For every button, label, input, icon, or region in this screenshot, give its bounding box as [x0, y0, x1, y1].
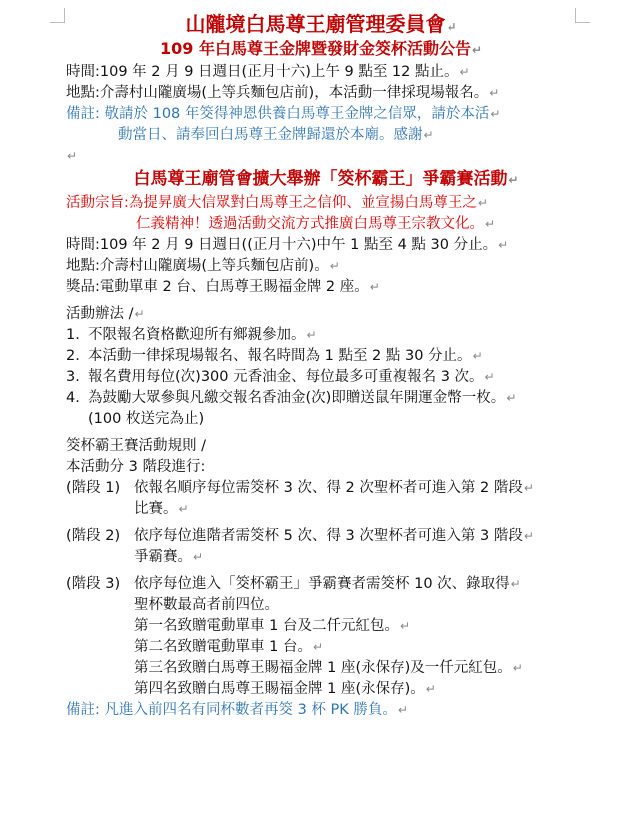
- pilcrow-mark: ↵: [472, 349, 483, 363]
- award-2: [66, 637, 576, 658]
- method-item-2: [66, 346, 576, 367]
- event1-subtitle: [66, 38, 576, 62]
- event1-note-line1: 備註: 敬請於 108 年筊得神恩供養白馬尊王金牌之信眾，請於本活: [66, 106, 490, 122]
- stage-text-cont: 聖杯數最高者前四位。: [134, 597, 279, 613]
- purpose-line1: [66, 193, 576, 214]
- award-3: [66, 658, 576, 679]
- pilcrow-mark: ↵: [484, 370, 495, 384]
- pilcrow-mark: ↵: [329, 259, 340, 273]
- pilcrow-mark: ↵: [512, 661, 523, 675]
- stage-label: (階段 3): [66, 576, 121, 592]
- event1-note-line2: 動當日、請奉回白馬尊王金牌歸還於本廟。感謝: [118, 127, 423, 143]
- subtitle-text: 109 年白馬尊王金牌暨發財金筊杯活動公告: [159, 39, 471, 58]
- pilcrow-mark: ↵: [446, 20, 457, 34]
- method-item-1: [66, 325, 576, 346]
- pilcrow-mark: ↵: [471, 43, 483, 57]
- pilcrow-mark: ↵: [399, 619, 411, 633]
- event2-prize: [66, 277, 576, 298]
- pilcrow-mark: ↵: [134, 307, 145, 321]
- stage-1-cont: [66, 499, 576, 520]
- list-number: 2.: [66, 348, 80, 364]
- event2-prize-text: 獎品:電動單車 2 台、白馬尊王賜福金牌 2 座。: [66, 279, 369, 295]
- pilcrow-mark: ↵: [510, 577, 521, 591]
- list-number: 4.: [66, 390, 80, 406]
- rules-heading-text: 筊杯霸王賽活動規則 /: [66, 438, 206, 454]
- event2-place-text: 地點:介壽村山隴廣場(上等兵麵包店前)。: [66, 258, 329, 274]
- award-text: 第四名致贈白馬尊王賜福金牌 1 座(永保存)。: [134, 681, 425, 697]
- method-item-3: [66, 367, 576, 388]
- purpose-line2: [66, 214, 576, 235]
- stage-text-cont: 比賽。: [134, 501, 178, 517]
- pilcrow-mark: ↵: [178, 502, 189, 516]
- pilcrow-mark: ↵: [523, 481, 534, 495]
- pilcrow-mark: ↵: [425, 682, 436, 696]
- event1-place: [66, 83, 576, 104]
- purpose-text-2: 仁義精神！透過活動交流方式推廣白馬尊王宗教文化。: [136, 216, 484, 232]
- final-note-text: 備註: 凡進入前四名有同杯數者再筊 3 杯 PK 勝負。: [66, 702, 397, 718]
- pilcrow-mark: ↵: [369, 280, 380, 294]
- pilcrow-mark: ↵: [477, 196, 488, 210]
- stages-intro: [66, 457, 576, 478]
- list-item-text: 本活動一律採現場報名、報名時間為 1 點至 2 點 30 分止。: [88, 348, 472, 364]
- event1-time-text: 時間:109 年 2 月 9 日週日(正月十六)上午 9 點至 12 點止。: [66, 64, 459, 80]
- pilcrow-mark: ↵: [498, 238, 509, 252]
- final-note: [66, 700, 576, 721]
- page-corner-mark-left: [50, 8, 65, 23]
- stage-1: [66, 478, 576, 499]
- pilcrow-mark: ↵: [306, 328, 317, 342]
- list-item-cont-text: (100 枚送完為止): [88, 411, 205, 427]
- stages-intro-text: 本活動分 3 階段進行:: [66, 459, 206, 475]
- event2-title-text: 白馬尊王廟管會擴大舉辦「筊杯霸王」爭霸賽活動: [133, 169, 508, 189]
- event1-note-cont: [66, 125, 576, 146]
- pilcrow-mark: ↵: [489, 86, 500, 100]
- event1-note: [66, 104, 576, 125]
- list-item-text: 為鼓勵大眾參與凡繳交報名香油金(次)即贈送鼠年開運金幣一枚。: [88, 390, 506, 406]
- event2-time-text: 時間:109 年 2 月 9 日週日((正月十六)中午 1 點至 4 點 30 分止。: [66, 237, 498, 253]
- award-1: [66, 616, 576, 637]
- stage-text: 依序每位進階者需筊杯 5 次、得 3 次聖杯者可進入第 3 階段: [134, 528, 523, 544]
- list-number: 1.: [66, 327, 80, 343]
- document-page: [66, 12, 576, 721]
- list-item-text: 報名費用每位(次)300 元香油金、每位最多可重複報名 3 次。: [88, 369, 484, 385]
- award-text: 第一名致贈電動單車 1 台及二仟元紅包。: [134, 618, 399, 634]
- list-number: 3.: [66, 369, 80, 385]
- event1-time: [66, 62, 576, 83]
- stage-2-cont: [66, 547, 576, 568]
- list-item-text: 不限報名資格歡迎所有鄉親參加。: [88, 327, 306, 343]
- award-text: 第三名致贈白馬尊王賜福金牌 1 座(永保存)及一仟元紅包。: [134, 660, 512, 676]
- pilcrow-mark: ↵: [397, 703, 408, 717]
- empty-paragraph: [66, 146, 576, 167]
- stage-label: (階段 2): [66, 528, 121, 544]
- pilcrow-mark: ↵: [193, 550, 204, 564]
- document-title: [66, 12, 576, 38]
- stage-2: [66, 526, 576, 547]
- purpose-text-1: 活動宗旨:為提昇廣大信眾對白馬尊王之信仰、並宣揚白馬尊王之: [66, 195, 477, 211]
- event2-time: [66, 235, 576, 256]
- pilcrow-mark: ↵: [490, 107, 501, 121]
- event2-place: [66, 256, 576, 277]
- rules-heading: [66, 436, 576, 457]
- stage-text-cont: 爭霸賽。: [134, 549, 192, 565]
- award-4: [66, 679, 576, 700]
- award-text: 第二名致贈電動單車 1 台。: [134, 639, 312, 655]
- stage-label: (階段 1): [66, 480, 121, 496]
- pilcrow-mark: ↵: [423, 128, 434, 142]
- title-text: 山隴境白馬尊王廟管理委員會: [185, 12, 446, 36]
- pilcrow-mark: ↵: [508, 173, 519, 187]
- pilcrow-mark: ↵: [485, 217, 496, 231]
- pilcrow-mark: ↵: [312, 640, 324, 654]
- pilcrow-mark: ↵: [523, 529, 534, 543]
- method-item-4-cont: [66, 409, 576, 430]
- stage-3: [66, 574, 576, 595]
- stage-text: 依序每位進入「筊杯霸王」爭霸賽者需筊杯 10 次、錄取得: [134, 576, 510, 592]
- pilcrow-mark: ↵: [506, 391, 517, 405]
- event2-title: [76, 167, 576, 193]
- method-item-4: [66, 388, 576, 409]
- stage-text: 依報名順序每位需筊杯 3 次、得 2 次聖杯者可進入第 2 階段: [134, 480, 523, 496]
- page-corner-mark-right: [575, 8, 590, 23]
- pilcrow-mark: ↵: [459, 65, 470, 79]
- stage-3-cont: [66, 595, 576, 616]
- event1-place-text: 地點:介壽村山隴廣場(上等兵麵包店前)，本活動一律採現場報名。: [66, 85, 489, 101]
- method-heading: [66, 304, 576, 325]
- method-heading-text: 活動辦法 /: [66, 306, 134, 322]
- pilcrow-mark: ↵: [67, 149, 78, 163]
